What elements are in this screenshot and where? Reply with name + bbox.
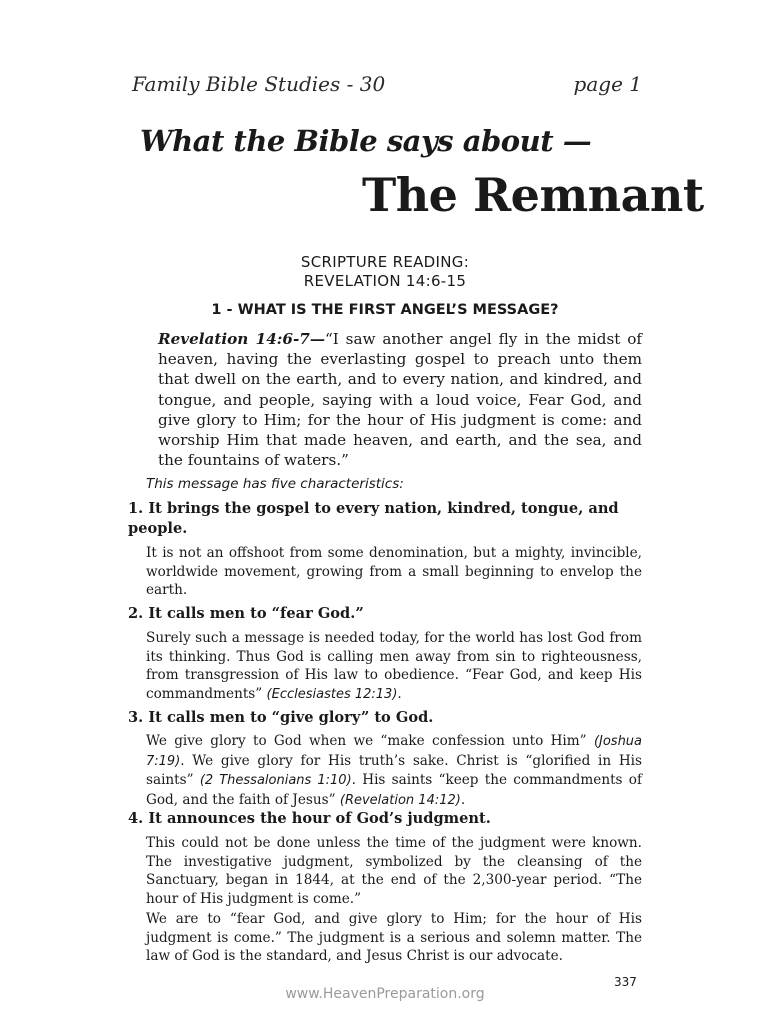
running-header-page: page 1 [573, 72, 642, 96]
question-heading: 1 - WHAT IS THE FIRST ANGEL’S MESSAGE? [211, 302, 559, 318]
point-2-body [146, 629, 642, 704]
point-2-end: . [397, 685, 402, 702]
point-3-text-b: . We give glory for His truth’s sake. Christ is “glorified in His saints” [146, 752, 642, 789]
page-number: 337 [614, 975, 637, 989]
verse-reference: Revelation 14:6-7— [158, 330, 326, 348]
running-header-series: Family Bible Studies - 30 [132, 72, 386, 96]
verse-block [158, 329, 642, 470]
characteristics-intro: This message has five characteristics: [146, 476, 404, 492]
point-2-text: Surely such a message is needed today, for the world has lost God from its thinking. Thus God is calling men away from sin to righteousness, from transgression of His law to obedience. “Fear God, and keep His commandments” [146, 630, 642, 702]
footer-url: www.HeavenPreparation.org [285, 986, 485, 1002]
point-1-heading: 1. It brings the gospel to every nation, kindred, tongue, and people. [128, 500, 619, 537]
point-2-citation: (Ecclesiastes 12:13) [266, 686, 398, 702]
scripture-reading-label: SCRIPTURE READING: [300, 253, 470, 271]
point-3-citation-c: (Revelation 14:12) [339, 792, 461, 808]
page-title: The Remnant [362, 168, 704, 222]
point-3-text-c: . His saints “keep the commandments of God, and the faith of Jesus” [146, 772, 642, 808]
point-2-heading: 2. It calls men to “fear God.” [128, 605, 364, 622]
point-3-body [146, 732, 642, 810]
point-3-citation-b: (2 Thessalonians 1:10) [199, 773, 352, 789]
point-1-body: It is not an offshoot from some denomination, but a mighty, invincible, worldwide movement, growing from a small beginning to envelop the earth. [146, 545, 642, 599]
point-4-body: This could not be done unless the time of the judgment were known. The investigative judgment, symbolized by the cleansing of the Sanctuary, began in 1844, at the end of the 2,300-year period. “The hour of His judgment is come.” [146, 835, 642, 907]
point-4-body-2: We are to “fear God, and give glory to Him; for the hour of His judgment is come.” The judgment is a serious and solemn matter. The law of God is the standard, and Jesus Christ is our advocate. [146, 911, 642, 965]
point-4-heading: 4. It announces the hour of God’s judgment. [128, 810, 491, 827]
point-3-text-d: . [460, 791, 466, 808]
point-3-text-a: We give glory to God when we “make confession unto Him” [146, 733, 587, 749]
point-3-heading: 3. It calls men to “give glory” to God. [128, 709, 434, 726]
title-subheading: What the Bible says about — [140, 124, 592, 158]
scripture-reading-ref: REVELATION 14:6-15 [303, 272, 467, 290]
point-3-citation-a: (Joshua 7:19) [146, 734, 643, 769]
verse-text: “I saw another angel fly in the midst of heaven, having the everlasting gospel to preach unto them that dwell on the earth, and to every nation, and kindred, and tongue, and people, saying with a loud voice, Fear God, and give glory to Him; for the hour of His judgment is come: and worship Him that made heaven, and earth, and the sea, and the fountains of waters.” [158, 330, 642, 470]
